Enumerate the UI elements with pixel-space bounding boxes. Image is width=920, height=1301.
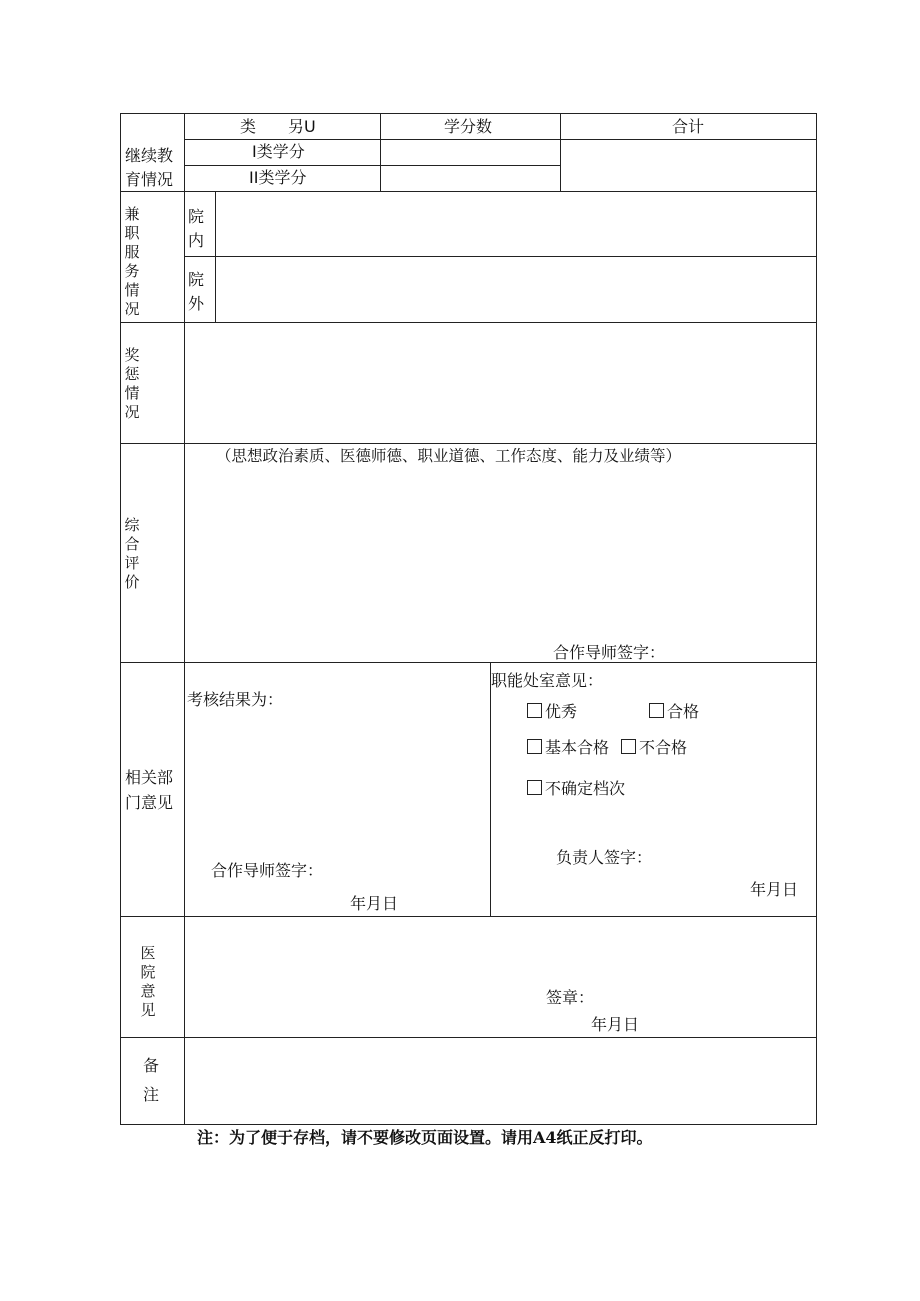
office-date: 年月日	[750, 880, 799, 899]
option-fail[interactable]: 不合格	[621, 738, 687, 758]
parttime-inside-label: 院内	[187, 207, 204, 250]
hospital-opinion-field[interactable]	[185, 917, 816, 987]
checkbox-excellent[interactable]	[527, 703, 542, 718]
dept-label-line2: 门意见	[125, 793, 174, 812]
edu-label-line1: 继续教	[125, 146, 174, 165]
remarks-field[interactable]	[185, 1038, 816, 1124]
assessment-result-field[interactable]	[187, 715, 487, 845]
dept-advisor-date: 年月日	[350, 894, 399, 913]
office-opinion-label: 职能处室意见：	[491, 671, 604, 690]
row-class1-credits: I类学分	[252, 142, 305, 161]
header-category: 类 另U	[240, 117, 316, 136]
dept-advisor-signature: 合作导师签字：	[211, 861, 324, 880]
total-credits-field[interactable]	[561, 140, 816, 191]
checkbox-fail[interactable]	[621, 739, 636, 754]
hospital-seal: 签章：	[546, 988, 595, 1007]
parttime-outside-label: 院外	[187, 270, 204, 313]
parttime-outside-field[interactable]	[216, 257, 816, 322]
rewards-label: 奖惩情况	[124, 346, 140, 421]
assessment-result-label: 考核结果为：	[187, 690, 284, 709]
option-excellent[interactable]: 优秀	[527, 702, 577, 722]
header-credits: 学分数	[444, 117, 493, 136]
rewards-field[interactable]	[185, 323, 816, 443]
evaluation-label: 综合评价	[124, 516, 140, 591]
option-undetermined[interactable]: 不确定档次	[527, 779, 625, 799]
edu-label-line2: 育情况	[125, 170, 174, 189]
checkbox-undetermined[interactable]	[527, 780, 542, 795]
checkbox-pass[interactable]	[649, 703, 664, 718]
evaluation-hint: （思想政治素质、医德师德、职业道德、工作态度、能力及业绩等）	[216, 447, 682, 465]
footnote: 注：为了便于存档，请不要修改页面设置。请用A4纸正反打印。	[197, 1128, 653, 1147]
remarks-label-line1: 备	[143, 1056, 160, 1075]
dept-label-line1: 相关部	[125, 768, 174, 787]
option-basic-pass[interactable]: 基本合格	[527, 738, 609, 758]
class1-credits-field[interactable]	[381, 140, 560, 165]
option-pass[interactable]: 合格	[649, 702, 699, 722]
evaluation-advisor-signature: 合作导师签字：	[553, 643, 666, 662]
class2-credits-field[interactable]	[381, 166, 560, 191]
header-total: 合计	[672, 117, 705, 136]
parttime-label: 兼职服务情况	[124, 205, 140, 318]
remarks-label-line2: 注	[143, 1085, 160, 1104]
row-class2-credits: II类学分	[249, 168, 307, 187]
checkbox-basic-pass[interactable]	[527, 739, 542, 754]
hospital-date: 年月日	[591, 1015, 640, 1034]
evaluation-field[interactable]	[185, 470, 816, 635]
principal-signature: 负责人签字：	[556, 848, 653, 867]
parttime-inside-field[interactable]	[216, 192, 816, 256]
hospital-label: 医院意见	[140, 944, 156, 1019]
